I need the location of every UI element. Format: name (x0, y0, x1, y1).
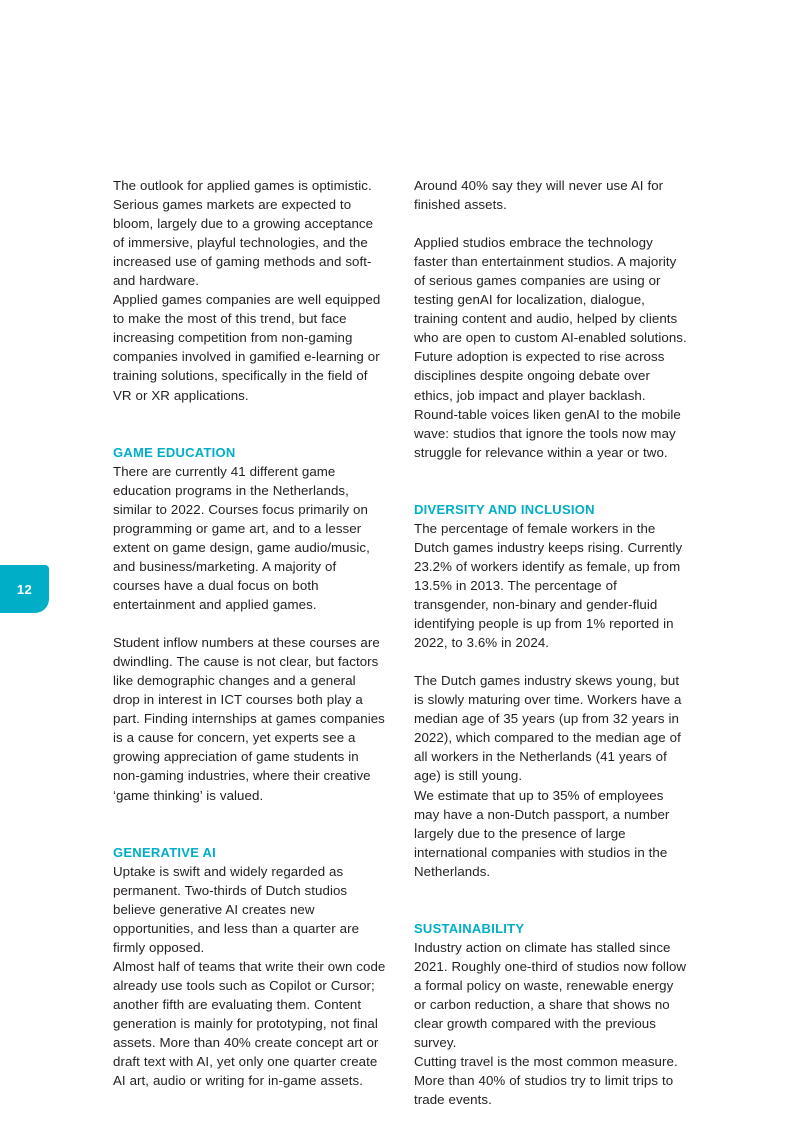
paragraph: Applied studios embrace the technology faster than entertainment studios. A majority of serious games companies are using or testing genAI for localization, dialogue, training content and audio, helped by clients who are open to custom AI-enabled solutions. (414, 235, 687, 346)
article-columns (113, 176, 687, 1109)
paragraph: Future adoption is expected to rise across disciplines despite ongoing debate over ethics, job impact and player backlash. Round-table voices liken genAI to the mobile wave: studios that ignore the tools now may struggle for relevance within a year or two. (414, 349, 681, 460)
paragraph: Student inflow numbers at these courses are dwindling. The cause is not clear, but factors like demographic changes and a general drop in interest in ICT courses both play a part. Finding internships at games companies is a cause for concern, yet experts see a growing appreciation of game students in non-gaming industries, where their creative ‘game thinking’ is valued. (113, 635, 385, 803)
section-heading-game-education: GAME EDUCATION (113, 444, 236, 460)
section-diversity-and-inclusion (414, 500, 687, 881)
paragraph: Applied games companies are well equipped to make the most of this trend, but face increasing competition from non-gaming companies involved in gamified e-learning or training solutions, specifically in the field of VR or XR applications. (113, 292, 381, 403)
page-number-tab (0, 565, 49, 613)
left-column (113, 176, 386, 1090)
paragraph: The Dutch games industry skews young, but is slowly maturing over time. Workers have a median age of 35 years (up from 32 years in 2022), which compared to the median age of all workers in the Netherlands (41 years of age) is still young. (414, 673, 682, 784)
paragraph: Industry action on climate has stalled since 2021. Roughly one-third of studios now follow a formal policy on waste, renewable energy or carbon reduction, a share that shows no clear growth compared with the previous survey. (414, 939, 687, 1051)
section-heading-diversity-and-inclusion: DIVERSITY AND INCLUSION (414, 501, 595, 517)
section-heading-generative-ai: GENERATIVE AI (113, 844, 217, 860)
page-number: 12 (16, 581, 33, 597)
paragraph: The percentage of female workers in the Dutch games industry keeps rising. Currently 23.2% of workers identify as female, up from 13.5% in 2013. The percentage of transgender, non-binary and gender-fluid identifying people is up from 1% reported in 2022, to 3.6% in 2024. (414, 520, 683, 651)
section-heading-sustainability: SUSTAINABILITY (414, 920, 525, 936)
section-sustainability (414, 919, 687, 1109)
section-intro (113, 176, 386, 405)
paragraph: We estimate that up to 35% of employees may have a non-Dutch passport, a number largely due to the presence of large international companies with studios in the Netherlands. (414, 787, 670, 879)
paragraph: Almost half of teams that write their own code already use tools such as Copilot or Cursor; another fifth are evaluating them. Content generation is mainly for prototyping, not final assets. More than 40% create concept art or draft text with AI, yet only one quarter create AI art, audio or writing for in-game assets. (113, 958, 386, 1089)
paragraph: Cutting travel is the most common measure. More than 40% of studios try to limit trips to trade events. (414, 1054, 678, 1108)
section-game-education (113, 443, 386, 805)
paragraph: There are currently 41 different game education programs in the Netherlands, similar to 2022. Courses focus primarily on programming or game art, and to a lesser extent on game design, game audio/music, and business/marketing. A majority of courses have a dual focus on both entertainment and applied games. (113, 463, 370, 613)
section-generative-ai (113, 843, 386, 1091)
paragraph: Uptake is swift and widely regarded as permanent. Two-thirds of Dutch studios believe generative AI creates new opportunities, and less than a quarter are firmly opposed. (113, 863, 360, 955)
paragraph: Around 40% say they will never use AI for finished assets. (414, 178, 664, 213)
section-generative-ai-continued (414, 176, 687, 462)
right-column (414, 176, 687, 1109)
paragraph: The outlook for applied games is optimistic. Serious games markets are expected to bloom, largely due to a growing acceptance of immersive, playful technologies, and the increased use of gaming methods and soft- and hardware. (113, 178, 374, 289)
